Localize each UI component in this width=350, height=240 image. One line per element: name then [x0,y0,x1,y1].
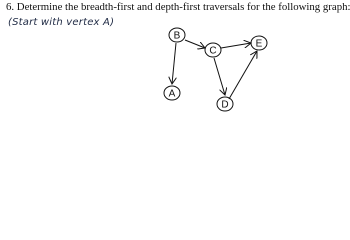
node-e [251,36,267,50]
handwritten-start-note: (Start with vertex A) [8,17,115,28]
edge-b-to-a [172,43,176,84]
node-d [217,97,233,111]
edge-d-to-e [229,51,257,99]
edge-b-to-c [185,40,205,48]
node-d-label: D [221,99,229,111]
node-e-label: E [255,38,263,50]
node-b-label: B [173,30,181,42]
document-page [0,0,350,117]
node-c [205,43,221,57]
directed-graph [0,0,350,117]
question-text: 6. Determine the breadth-first and depth-first traversals for the following graph: [6,1,350,13]
edge-c-to-d [214,58,225,95]
node-b [169,28,185,42]
node-a [164,86,180,100]
node-c-label: C [209,45,217,57]
edge-c-to-e [221,43,251,48]
node-a-label: A [168,88,176,100]
